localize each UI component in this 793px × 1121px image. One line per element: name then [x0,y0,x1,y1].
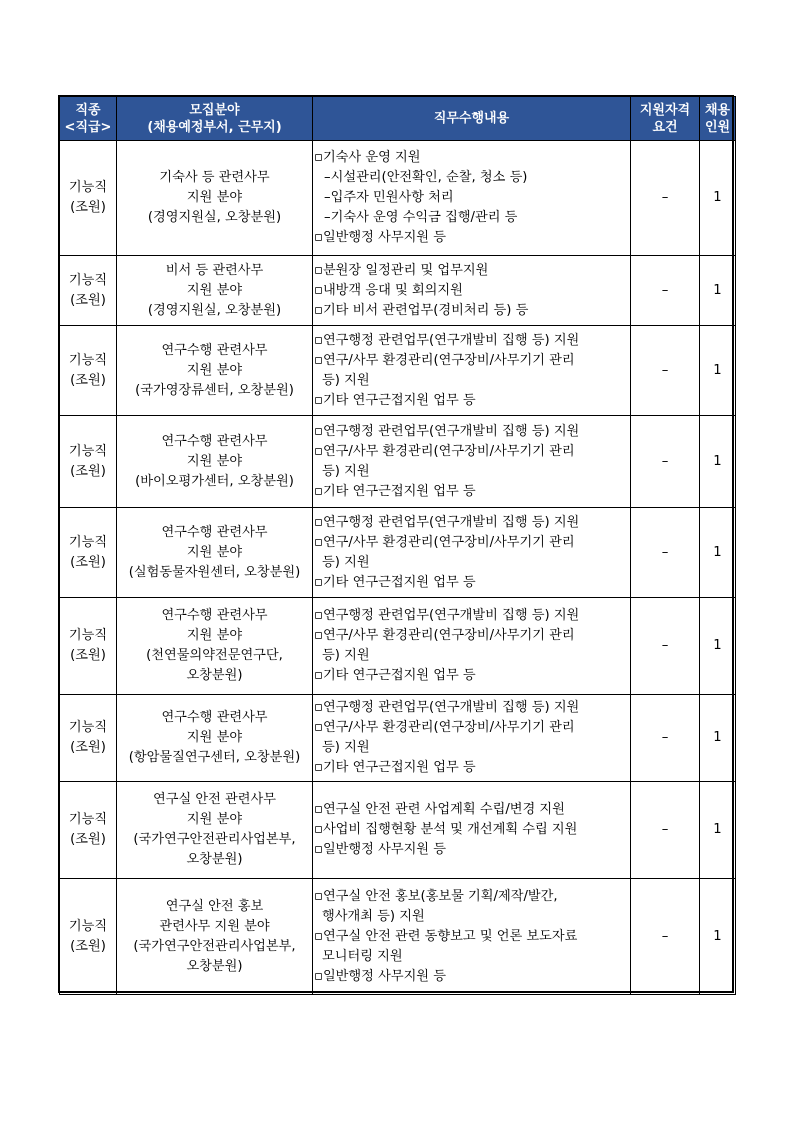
table-row [60,695,736,782]
recruit-field-line: (국가연구안전관리사업본부, [133,938,296,954]
job-type-cell [60,256,117,326]
recruit-field-line: 비서 등 관련사무 [165,262,264,278]
duty-line: ▫일반행정 사무지원 등 [314,968,446,984]
table-row [60,141,736,256]
header-recruit-field-line: (채용예정부서, 근무지) [147,119,282,135]
table-row [60,598,736,695]
table-row [60,326,736,416]
duty-line: ▫일반행정 사무지원 등 [314,230,446,245]
duty-line: ▫연구/사무 환경관리(연구장비/사무기기 관리 [314,534,575,550]
duty-line: ▫연구행정 관련업무(연구개발비 집행 등) 지원 [314,700,580,715]
job-type-line: 기능직 [68,443,108,459]
job-type-line: (조원) [70,200,106,215]
qualification-cell [631,879,700,995]
qualification-value: – [661,544,669,560]
job-type-line: 기능직 [68,918,108,934]
recruit-field-line: 지원 분야 [186,282,243,298]
recruit-field-cell [117,508,313,598]
recruit-field-line: 지원 분야 [186,730,243,745]
headcount-value: 1 [713,362,722,378]
header-qualification-line: 요건 [652,119,678,135]
duty-line: ▫연구/사무 환경관리(연구장비/사무기기 관리 [314,628,575,643]
duty-cell [313,695,631,782]
headcount-cell [700,256,736,326]
qualification-value: – [661,928,669,944]
job-type-line: 기능직 [68,812,108,827]
job-type-cell [60,326,117,416]
recruit-field-line: 연구실 안전 관련사무 [152,792,277,807]
job-type-line: (조원) [70,463,106,479]
duty-line: 등) 지원 [322,372,370,388]
header-row [60,97,736,141]
table-row [60,416,736,508]
table-body [60,141,736,995]
duty-cell [313,508,631,598]
qualification-cell [631,695,700,782]
table-row [60,879,736,995]
recruit-field-line: 오창분원) [186,958,243,974]
qualification-cell [631,416,700,508]
header-headcount-line: 채용 [704,102,731,118]
headcount-value: 1 [713,638,722,653]
recruit-field-line: 지원 분야 [186,812,243,827]
headcount-value: 1 [713,190,722,205]
recruit-field-line: (경영지원실, 오창분원) [147,302,282,318]
job-type-cell [60,695,117,782]
recruit-field-line: 오창분원) [186,852,243,867]
recruit-field-line: 연구실 안전 홍보 [165,898,264,914]
qualification-value: – [661,730,669,745]
duty-line: ▫기타 연구근접지원 업무 등 [314,760,476,775]
header-headcount-line: 인원 [704,119,731,135]
duty-cell [313,416,631,508]
job-type-cell [60,141,117,256]
duty-line: ▫내방객 응대 및 회의지원 [314,282,463,298]
headcount-cell [700,508,736,598]
header-duty [313,97,631,141]
header-job-type [60,97,117,141]
duty-line: ▫연구행정 관련업무(연구개발비 집행 등) 지원 [314,514,580,530]
recruit-field-line: (항암물질연구센터, 오창분원) [128,750,301,765]
recruit-field-line: 연구수행 관련사무 [161,524,268,540]
headcount-cell [700,416,736,508]
header-recruit-field-line: 모집분야 [189,102,240,118]
headcount-value: 1 [713,730,722,745]
duty-line: 등) 지원 [322,648,370,663]
qualification-cell [631,326,700,416]
job-type-line: (조원) [70,372,106,388]
header-job-type-line: 직종 [75,102,101,118]
duty-line: ▫기숙사 운영 지원 [314,150,421,165]
headcount-cell [700,598,736,695]
table-row [60,508,736,598]
duty-cell [313,256,631,326]
duty-line: 등) 지원 [322,463,370,479]
duty-line: ▫연구/사무 환경관리(연구장비/사무기기 관리 [314,443,575,459]
table-row [60,256,736,326]
qualification-cell [631,782,700,879]
recruit-field-line: 지원 분야 [186,544,243,560]
duty-cell [313,598,631,695]
job-type-line: 기능직 [68,272,108,288]
duty-cell [313,782,631,879]
recruit-field-cell [117,598,313,695]
qualification-value: – [661,453,669,469]
job-type-cell [60,782,117,879]
recruit-field-line: 연구수행 관련사무 [161,433,268,449]
table-header [60,97,736,141]
job-type-line: 기능직 [68,352,108,368]
recruit-field-cell [117,879,313,995]
job-type-line: (조원) [70,292,106,308]
recruit-field-cell [117,782,313,879]
recruit-field-line: 지원 분야 [186,190,243,205]
duty-line: 등) 지원 [322,740,370,755]
qualification-value: – [661,190,669,205]
recruit-field-line: (천연물의약전문연구단, [146,648,283,663]
job-type-cell [60,416,117,508]
duty-line: ▫사업비 집행현황 분석 및 개선계획 수립 지원 [314,822,578,837]
qualification-cell [631,598,700,695]
recruit-field-cell [117,416,313,508]
duty-line: ▫기타 비서 관련업무(경비처리 등) 등 [314,302,529,318]
headcount-value: 1 [713,544,722,560]
duty-line: ▫연구실 안전 관련 동향보고 및 언론 보도자료 [314,928,578,944]
headcount-value: 1 [713,928,722,944]
duty-line: 모니터링 지원 [322,948,403,964]
job-type-line: (조원) [70,938,106,954]
duty-line: ▫연구행정 관련업무(연구개발비 집행 등) 지원 [314,332,580,348]
header-job-type-line: <직급> [64,119,112,135]
recruit-field-line: 연구수행 관련사무 [161,608,268,623]
recruit-field-line: 기숙사 등 관련사무 [159,170,270,185]
duty-line: ▫연구행정 관련업무(연구개발비 집행 등) 지원 [314,608,580,623]
duty-line: ▫연구/사무 환경관리(연구장비/사무기기 관리 [314,720,575,735]
recruit-field-cell [117,695,313,782]
qualification-cell [631,508,700,598]
duty-line: –입주자 민원사항 처리 [324,190,454,205]
headcount-value: 1 [713,282,722,298]
recruit-field-line: 연구수행 관련사무 [161,710,268,725]
duty-line: ▫연구실 안전 관련 사업계획 수립/변경 지원 [314,802,565,817]
recruit-field-cell [117,141,313,256]
duty-line: 등) 지원 [322,554,370,570]
duty-line: –시설관리(안전확인, 순찰, 청소 등) [324,170,528,185]
recruit-field-line: (경영지원실, 오창분원) [147,210,282,225]
header-headcount [700,97,736,141]
job-type-cell [60,879,117,995]
recruit-field-cell [117,326,313,416]
qualification-value: – [661,822,669,837]
job-type-line: 기능직 [68,534,108,550]
qualification-value: – [661,282,669,298]
duty-line: ▫기타 연구근접지원 업무 등 [314,574,476,590]
header-qualification-line: 지원자격 [639,102,691,118]
job-type-line: 기능직 [68,628,108,643]
header-qualification [631,97,700,141]
duty-line: ▫기타 연구근접지원 업무 등 [314,668,476,683]
job-type-line: (조원) [70,832,106,847]
headcount-cell [700,141,736,256]
qualification-cell [631,141,700,256]
headcount-value: 1 [713,453,722,469]
duty-line: ▫기타 연구근접지원 업무 등 [314,483,476,499]
duty-line: ▫분원장 일정관리 및 업무지원 [314,262,489,278]
recruit-field-line: 오창분원) [186,668,243,683]
job-type-cell [60,598,117,695]
job-type-line: (조원) [70,554,106,570]
headcount-cell [700,326,736,416]
job-type-cell [60,508,117,598]
recruit-field-line: 지원 분야 [186,453,243,469]
recruitment-table [59,96,736,995]
recruit-field-cell [117,256,313,326]
duty-line: ▫기타 연구근접지원 업무 등 [314,392,476,408]
qualification-value: – [661,638,669,653]
headcount-cell [700,695,736,782]
header-recruit-field [117,97,313,141]
duty-cell [313,326,631,416]
duty-line: ▫연구행정 관련업무(연구개발비 집행 등) 지원 [314,423,580,439]
duty-line: ▫연구/사무 환경관리(연구장비/사무기기 관리 [314,352,575,368]
duty-line: 행사개최 등) 지원 [322,908,425,924]
recruit-field-line: (실험동물자원센터, 오창분원) [128,564,301,580]
headcount-value: 1 [713,822,722,837]
duty-line: –기숙사 운영 수익금 집행/관리 등 [324,210,518,225]
header-duty-line: 직무수행내용 [433,111,510,126]
duty-line: ▫일반행정 사무지원 등 [314,842,446,857]
job-type-line: (조원) [70,648,106,663]
qualification-cell [631,256,700,326]
recruit-field-line: 지원 분야 [186,362,243,378]
duty-cell [313,879,631,995]
duty-line: ▫연구실 안전 홍보(홍보물 기획/제작/발간, [314,888,558,904]
recruit-field-line: 연구수행 관련사무 [161,342,268,358]
recruit-field-line: (바이오평가센터, 오창분원) [135,473,294,489]
recruit-field-line: (국가영장류센터, 오창분원) [135,382,294,398]
job-type-line: (조원) [70,740,106,755]
headcount-cell [700,782,736,879]
duty-cell [313,141,631,256]
recruit-field-line: 지원 분야 [186,628,243,643]
recruit-field-line: (국가연구안전관리사업본부, [133,832,296,847]
recruit-field-line: 관련사무 지원 분야 [159,918,270,934]
table-row [60,782,736,879]
headcount-cell [700,879,736,995]
job-type-line: 기능직 [68,180,108,195]
qualification-value: – [661,362,669,378]
job-type-line: 기능직 [68,720,108,735]
